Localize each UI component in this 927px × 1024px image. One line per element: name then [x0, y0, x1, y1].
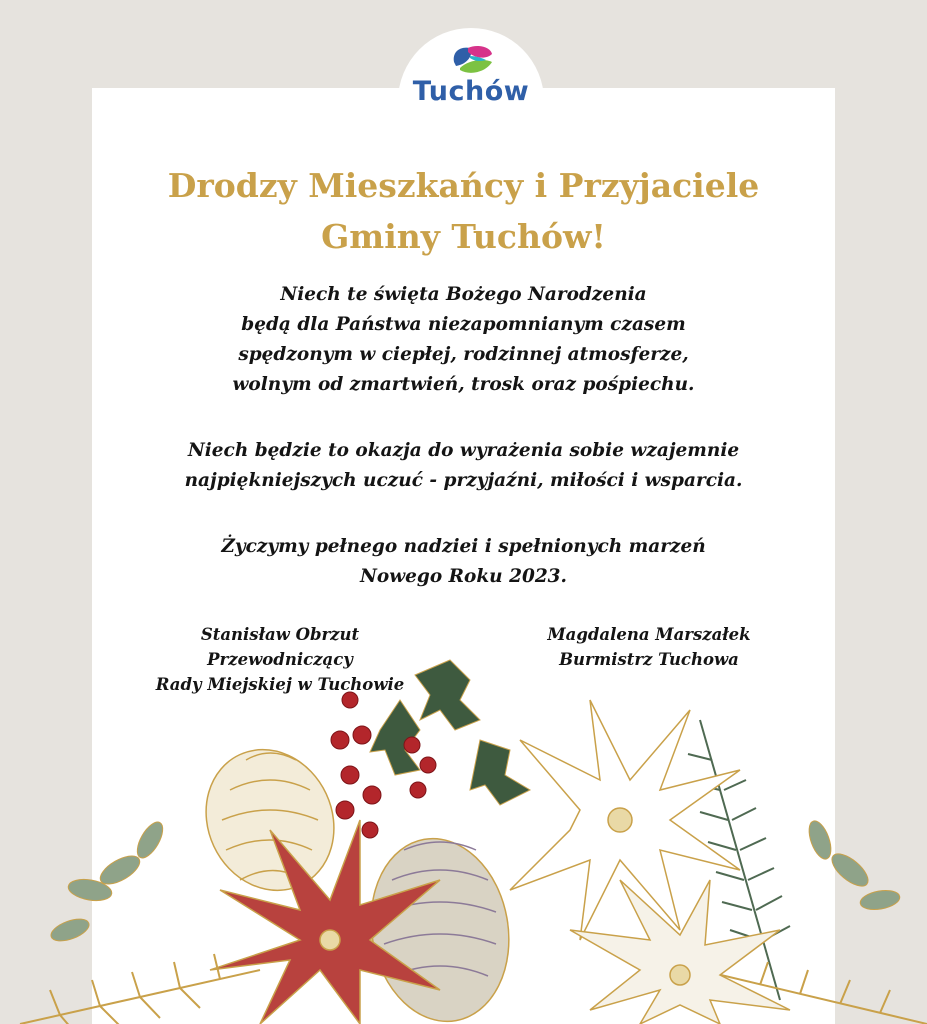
signature-left: [120, 622, 440, 697]
headline-line: Gminy Tuchów!: [321, 217, 606, 256]
wish-line: Niech te święta Bożego Narodzenia: [280, 284, 647, 305]
wish-line: będą dla Państwa niezapomnianym czasem: [241, 314, 686, 335]
poinsettia-icon: [570, 880, 790, 1024]
pine-cone-icon: [183, 729, 356, 912]
wish-line: Życzymy pełnego nadziei i spełnionych marzeń: [221, 536, 706, 557]
signatory-name: Stanisław Obrzut: [200, 625, 360, 644]
headline-line: Drodzy Mieszkańcy i Przyjaciele: [167, 166, 760, 205]
signature-right: [489, 622, 809, 672]
signatory-institution: Rady Miejskiej w Tuchowie: [155, 675, 405, 694]
tuchow-logo-mark-icon: [450, 42, 496, 78]
wish-paragraph-1: [92, 280, 835, 400]
wish-line: Nowego Roku 2023.: [359, 566, 567, 587]
signatory-name: Magdalena Marszałek: [547, 625, 751, 644]
signatory-title: Przewodniczący: [207, 650, 353, 669]
wish-line: Niech będzie to okazja do wyrażenia sobie wzajemnie: [187, 440, 740, 461]
floral-decoration: [0, 640, 927, 1024]
headline: [92, 160, 835, 262]
berry-icon: [331, 692, 436, 838]
wish-paragraph-2: [92, 436, 835, 496]
wish-paragraph-3: [92, 532, 835, 592]
wish-line: najpiękniejszych uczuć - przyjaźni, miłości i wsparcia.: [184, 470, 743, 491]
wish-line: wolnym od zmartwień, trosk oraz pośpiechu.: [232, 374, 695, 395]
logo-text: Tuchów: [412, 76, 530, 107]
signatory-title: Burmistrz Tuchowa: [559, 650, 739, 669]
wish-line: spędzonym w ciepłej, rodzinnej atmosferze,: [238, 344, 689, 365]
